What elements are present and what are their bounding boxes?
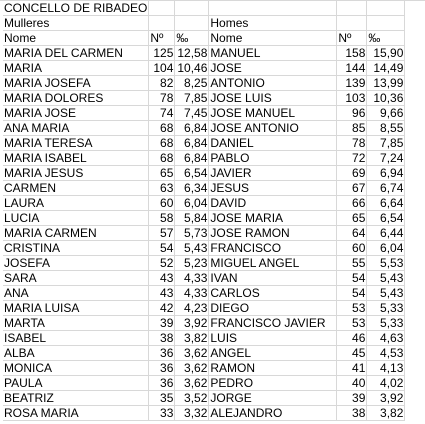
name-women-cell[interactable]: ANA MARIA xyxy=(3,121,149,136)
name-women-cell[interactable]: MARIA CARMEN xyxy=(3,226,149,241)
permille-women-cell[interactable]: 3,32 xyxy=(175,406,209,421)
spreadsheet-body xyxy=(3,1,405,421)
name-men-cell[interactable]: JESUS xyxy=(209,181,337,196)
permille-women-cell[interactable]: 5,23 xyxy=(175,256,209,271)
permille-women-cell[interactable]: 6,84 xyxy=(175,136,209,151)
permille-women-cell[interactable]: 3,92 xyxy=(175,316,209,331)
table-row xyxy=(3,406,405,421)
permille-men-cell[interactable]: 6,04 xyxy=(367,241,405,256)
count-women-cell[interactable]: 68 xyxy=(149,136,175,151)
permille-women-cell[interactable]: 7,45 xyxy=(175,106,209,121)
name-men-cell[interactable]: DANIEL xyxy=(209,136,337,151)
name-women-cell[interactable]: MARIA JOSEFA xyxy=(3,76,149,91)
count-women-cell[interactable]: 38 xyxy=(149,331,175,346)
permille-women-cell[interactable]: 3,62 xyxy=(175,376,209,391)
count-men-cell[interactable]: 60 xyxy=(337,241,367,256)
count-women-cell[interactable]: 68 xyxy=(149,121,175,136)
permille-men-cell[interactable]: 5,43 xyxy=(367,271,405,286)
name-men-cell[interactable]: LUIS xyxy=(209,331,337,346)
count-men-cell[interactable]: 158 xyxy=(337,46,367,61)
permille-men-cell[interactable]: 6,44 xyxy=(367,226,405,241)
permille-men-cell[interactable]: 5,33 xyxy=(367,316,405,331)
count-men-cell[interactable]: 54 xyxy=(337,286,367,301)
name-women-cell[interactable]: PAULA xyxy=(3,376,149,391)
name-men-cell[interactable]: JOSE RAMON xyxy=(209,226,337,241)
permille-men-cell[interactable]: 13,99 xyxy=(367,76,405,91)
permille-men-cell[interactable]: 4,53 xyxy=(367,346,405,361)
permille-men-cell[interactable]: 7,24 xyxy=(367,151,405,166)
permille-women-cell[interactable]: 4,33 xyxy=(175,286,209,301)
header-count-women[interactable]: Nº xyxy=(149,31,175,46)
count-men-cell[interactable]: 85 xyxy=(337,121,367,136)
name-men-cell[interactable]: ANTONIO xyxy=(209,76,337,91)
group-label-women[interactable]: Mulleres xyxy=(3,16,149,31)
group-row xyxy=(3,16,405,31)
permille-women-cell[interactable]: 6,54 xyxy=(175,166,209,181)
table-row xyxy=(3,301,405,316)
count-women-cell[interactable]: 43 xyxy=(149,271,175,286)
permille-men-cell[interactable]: 6,64 xyxy=(367,196,405,211)
permille-women-cell[interactable]: 6,84 xyxy=(175,121,209,136)
name-men-cell[interactable]: JOSE ANTONIO xyxy=(209,121,337,136)
count-women-cell[interactable]: 82 xyxy=(149,76,175,91)
permille-men-cell[interactable]: 3,82 xyxy=(367,406,405,421)
name-men-cell[interactable]: DIEGO xyxy=(209,301,337,316)
table-row xyxy=(3,226,405,241)
count-men-cell[interactable]: 54 xyxy=(337,271,367,286)
name-women-cell[interactable]: MARIA xyxy=(3,61,149,76)
name-men-cell[interactable]: RAMON xyxy=(209,361,337,376)
count-men-cell[interactable]: 67 xyxy=(337,181,367,196)
name-women-cell[interactable]: LUCIA xyxy=(3,211,149,226)
count-men-cell[interactable]: 53 xyxy=(337,316,367,331)
permille-women-cell[interactable]: 4,23 xyxy=(175,301,209,316)
count-women-cell[interactable]: 42 xyxy=(149,301,175,316)
name-men-cell[interactable]: CARLOS xyxy=(209,286,337,301)
count-men-cell[interactable]: 139 xyxy=(337,76,367,91)
name-women-cell[interactable]: ROSA MARIA xyxy=(3,406,149,421)
name-women-cell[interactable]: MONICA xyxy=(3,361,149,376)
name-women-cell[interactable]: SARA xyxy=(3,271,149,286)
name-women-cell[interactable]: CARMEN xyxy=(3,181,149,196)
table-row xyxy=(3,106,405,121)
spreadsheet-table xyxy=(3,1,405,421)
sheet-title-cell[interactable]: CONCELLO DE RIBADEO xyxy=(4,1,148,15)
table-row xyxy=(3,256,405,271)
name-men-cell[interactable]: FRANCISCO JAVIER xyxy=(209,316,337,331)
permille-women-cell[interactable]: 10,46 xyxy=(175,61,209,76)
name-women-cell[interactable]: LAURA xyxy=(3,196,149,211)
name-women-cell[interactable]: MARTA xyxy=(3,316,149,331)
table-row xyxy=(3,136,405,151)
permille-men-cell[interactable]: 5,43 xyxy=(367,286,405,301)
name-men-cell[interactable]: ANGEL xyxy=(209,346,337,361)
name-women-cell[interactable]: MARIA LUISA xyxy=(3,301,149,316)
table-row xyxy=(3,361,405,376)
count-women-cell[interactable]: 104 xyxy=(149,61,175,76)
permille-women-cell[interactable]: 4,33 xyxy=(175,271,209,286)
name-women-cell[interactable]: JOSEFA xyxy=(3,256,149,271)
permille-men-cell[interactable]: 6,54 xyxy=(367,211,405,226)
table-row xyxy=(3,271,405,286)
name-men-cell[interactable]: MANUEL xyxy=(209,46,337,61)
table-row xyxy=(3,151,405,166)
count-men-cell[interactable]: 65 xyxy=(337,211,367,226)
name-women-cell[interactable]: CRISTINA xyxy=(3,241,149,256)
permille-men-cell[interactable]: 15,90 xyxy=(367,46,405,61)
permille-men-cell[interactable]: 7,85 xyxy=(367,136,405,151)
permille-men-cell[interactable]: 9,66 xyxy=(367,106,405,121)
permille-women-cell[interactable]: 5,73 xyxy=(175,226,209,241)
name-women-cell[interactable]: MARIA ISABEL xyxy=(3,151,149,166)
empty-cell[interactable] xyxy=(367,16,405,31)
count-men-cell[interactable]: 103 xyxy=(337,91,367,106)
count-women-cell[interactable]: 35 xyxy=(149,391,175,406)
name-men-cell[interactable]: MIGUEL ANGEL xyxy=(209,256,337,271)
name-women-cell[interactable]: MARIA DOLORES xyxy=(3,91,149,106)
count-women-cell[interactable]: 36 xyxy=(149,361,175,376)
count-women-cell[interactable]: 125 xyxy=(149,46,175,61)
name-men-cell[interactable]: DAVID xyxy=(209,196,337,211)
permille-women-cell[interactable]: 6,04 xyxy=(175,196,209,211)
count-men-cell[interactable]: 64 xyxy=(337,226,367,241)
count-men-cell[interactable]: 39 xyxy=(337,391,367,406)
table-row xyxy=(3,181,405,196)
table-row xyxy=(3,316,405,331)
name-men-cell[interactable]: JORGE xyxy=(209,391,337,406)
permille-women-cell[interactable]: 6,34 xyxy=(175,181,209,196)
table-row xyxy=(3,61,405,76)
name-women-cell[interactable]: ANA xyxy=(3,286,149,301)
table-row xyxy=(3,391,405,406)
permille-women-cell[interactable]: 8,25 xyxy=(175,76,209,91)
table-row xyxy=(3,121,405,136)
count-women-cell[interactable]: 74 xyxy=(149,106,175,121)
count-men-cell[interactable]: 45 xyxy=(337,346,367,361)
name-women-cell[interactable]: MARIA DEL CARMEN xyxy=(3,46,149,61)
permille-women-cell[interactable]: 5,84 xyxy=(175,211,209,226)
permille-men-cell[interactable]: 8,55 xyxy=(367,121,405,136)
count-men-cell[interactable]: 144 xyxy=(337,61,367,76)
name-men-cell[interactable]: JOSE xyxy=(209,61,337,76)
permille-men-cell[interactable]: 10,36 xyxy=(367,91,405,106)
table-row xyxy=(3,286,405,301)
name-men-cell[interactable]: JOSE MANUEL xyxy=(209,106,337,121)
permille-men-cell[interactable]: 14,49 xyxy=(367,61,405,76)
title-row xyxy=(3,1,405,16)
permille-women-cell[interactable]: 3,62 xyxy=(175,361,209,376)
count-men-cell[interactable]: 41 xyxy=(337,361,367,376)
header-count-men[interactable]: Nº xyxy=(337,31,367,46)
empty-cell[interactable] xyxy=(149,16,175,31)
name-women-cell[interactable]: MARIA JOSE xyxy=(3,106,149,121)
name-men-cell[interactable]: FRANCISCO xyxy=(209,241,337,256)
count-women-cell[interactable]: 36 xyxy=(149,376,175,391)
table-row xyxy=(3,196,405,211)
count-women-cell[interactable]: 43 xyxy=(149,286,175,301)
name-men-cell[interactable]: JOSE LUIS xyxy=(209,91,337,106)
empty-cell[interactable] xyxy=(337,16,367,31)
permille-men-cell[interactable]: 4,63 xyxy=(367,331,405,346)
group-label-men[interactable]: Homes xyxy=(209,16,337,31)
permille-men-cell[interactable]: 4,13 xyxy=(367,361,405,376)
count-women-cell[interactable]: 60 xyxy=(149,196,175,211)
count-men-cell[interactable]: 66 xyxy=(337,196,367,211)
permille-women-cell[interactable]: 5,43 xyxy=(175,241,209,256)
header-permille-men[interactable]: ‰ xyxy=(367,31,405,46)
name-men-cell[interactable]: PEDRO xyxy=(209,376,337,391)
name-women-cell[interactable]: ALBA xyxy=(3,346,149,361)
table-row xyxy=(3,241,405,256)
permille-men-cell[interactable]: 6,74 xyxy=(367,181,405,196)
count-men-cell[interactable]: 55 xyxy=(337,256,367,271)
header-name-men[interactable]: Nome xyxy=(209,31,337,46)
permille-men-cell[interactable]: 5,53 xyxy=(367,256,405,271)
permille-women-cell[interactable]: 3,62 xyxy=(175,346,209,361)
table-row xyxy=(3,166,405,181)
permille-men-cell[interactable]: 6,94 xyxy=(367,166,405,181)
table-row xyxy=(3,91,405,106)
count-men-cell[interactable]: 78 xyxy=(337,136,367,151)
count-women-cell[interactable]: 58 xyxy=(149,211,175,226)
count-women-cell[interactable]: 52 xyxy=(149,256,175,271)
count-women-cell[interactable]: 54 xyxy=(149,241,175,256)
count-men-cell[interactable]: 40 xyxy=(337,376,367,391)
count-women-cell[interactable]: 39 xyxy=(149,316,175,331)
count-men-cell[interactable]: 72 xyxy=(337,151,367,166)
count-women-cell[interactable]: 33 xyxy=(149,406,175,421)
count-men-cell[interactable]: 46 xyxy=(337,331,367,346)
permille-women-cell[interactable]: 12,58 xyxy=(175,46,209,61)
table-row xyxy=(3,211,405,226)
permille-men-cell[interactable]: 5,33 xyxy=(367,301,405,316)
count-men-cell[interactable]: 38 xyxy=(337,406,367,421)
count-men-cell[interactable]: 96 xyxy=(337,106,367,121)
table-row xyxy=(3,331,405,346)
permille-men-cell[interactable]: 4,02 xyxy=(367,376,405,391)
empty-cell[interactable] xyxy=(149,1,175,16)
count-women-cell[interactable]: 68 xyxy=(149,151,175,166)
name-men-cell[interactable]: IVAN xyxy=(209,271,337,286)
name-women-cell[interactable]: MARIA TERESA xyxy=(3,136,149,151)
permille-women-cell[interactable]: 3,82 xyxy=(175,331,209,346)
table-row xyxy=(3,46,405,61)
table-row xyxy=(3,376,405,391)
permille-men-cell[interactable]: 3,92 xyxy=(367,391,405,406)
header-name-women[interactable]: Nome xyxy=(3,31,149,46)
name-women-cell[interactable]: BEATRIZ xyxy=(3,391,149,406)
empty-cell[interactable] xyxy=(209,1,337,16)
header-permille-women[interactable]: ‰ xyxy=(175,31,209,46)
permille-women-cell[interactable]: 7,85 xyxy=(175,91,209,106)
table-row xyxy=(3,346,405,361)
name-women-cell[interactable]: ISABEL xyxy=(3,331,149,346)
count-men-cell[interactable]: 69 xyxy=(337,166,367,181)
count-men-cell[interactable]: 53 xyxy=(337,301,367,316)
count-women-cell[interactable]: 65 xyxy=(149,166,175,181)
name-men-cell[interactable]: PABLO xyxy=(209,151,337,166)
empty-cell[interactable] xyxy=(337,1,367,16)
count-women-cell[interactable]: 63 xyxy=(149,181,175,196)
name-men-cell[interactable]: JAVIER xyxy=(209,166,337,181)
header-row xyxy=(3,31,405,46)
permille-women-cell[interactable]: 6,84 xyxy=(175,151,209,166)
empty-cell[interactable] xyxy=(175,1,209,16)
empty-cell[interactable] xyxy=(367,1,405,16)
count-women-cell[interactable]: 57 xyxy=(149,226,175,241)
permille-women-cell[interactable]: 3,52 xyxy=(175,391,209,406)
name-men-cell[interactable]: JOSE MARIA xyxy=(209,211,337,226)
table-row xyxy=(3,76,405,91)
name-men-cell[interactable]: ALEJANDRO xyxy=(209,406,337,421)
empty-cell[interactable] xyxy=(175,16,209,31)
count-women-cell[interactable]: 78 xyxy=(149,91,175,106)
count-women-cell[interactable]: 36 xyxy=(149,346,175,361)
name-women-cell[interactable]: MARIA JESUS xyxy=(3,166,149,181)
